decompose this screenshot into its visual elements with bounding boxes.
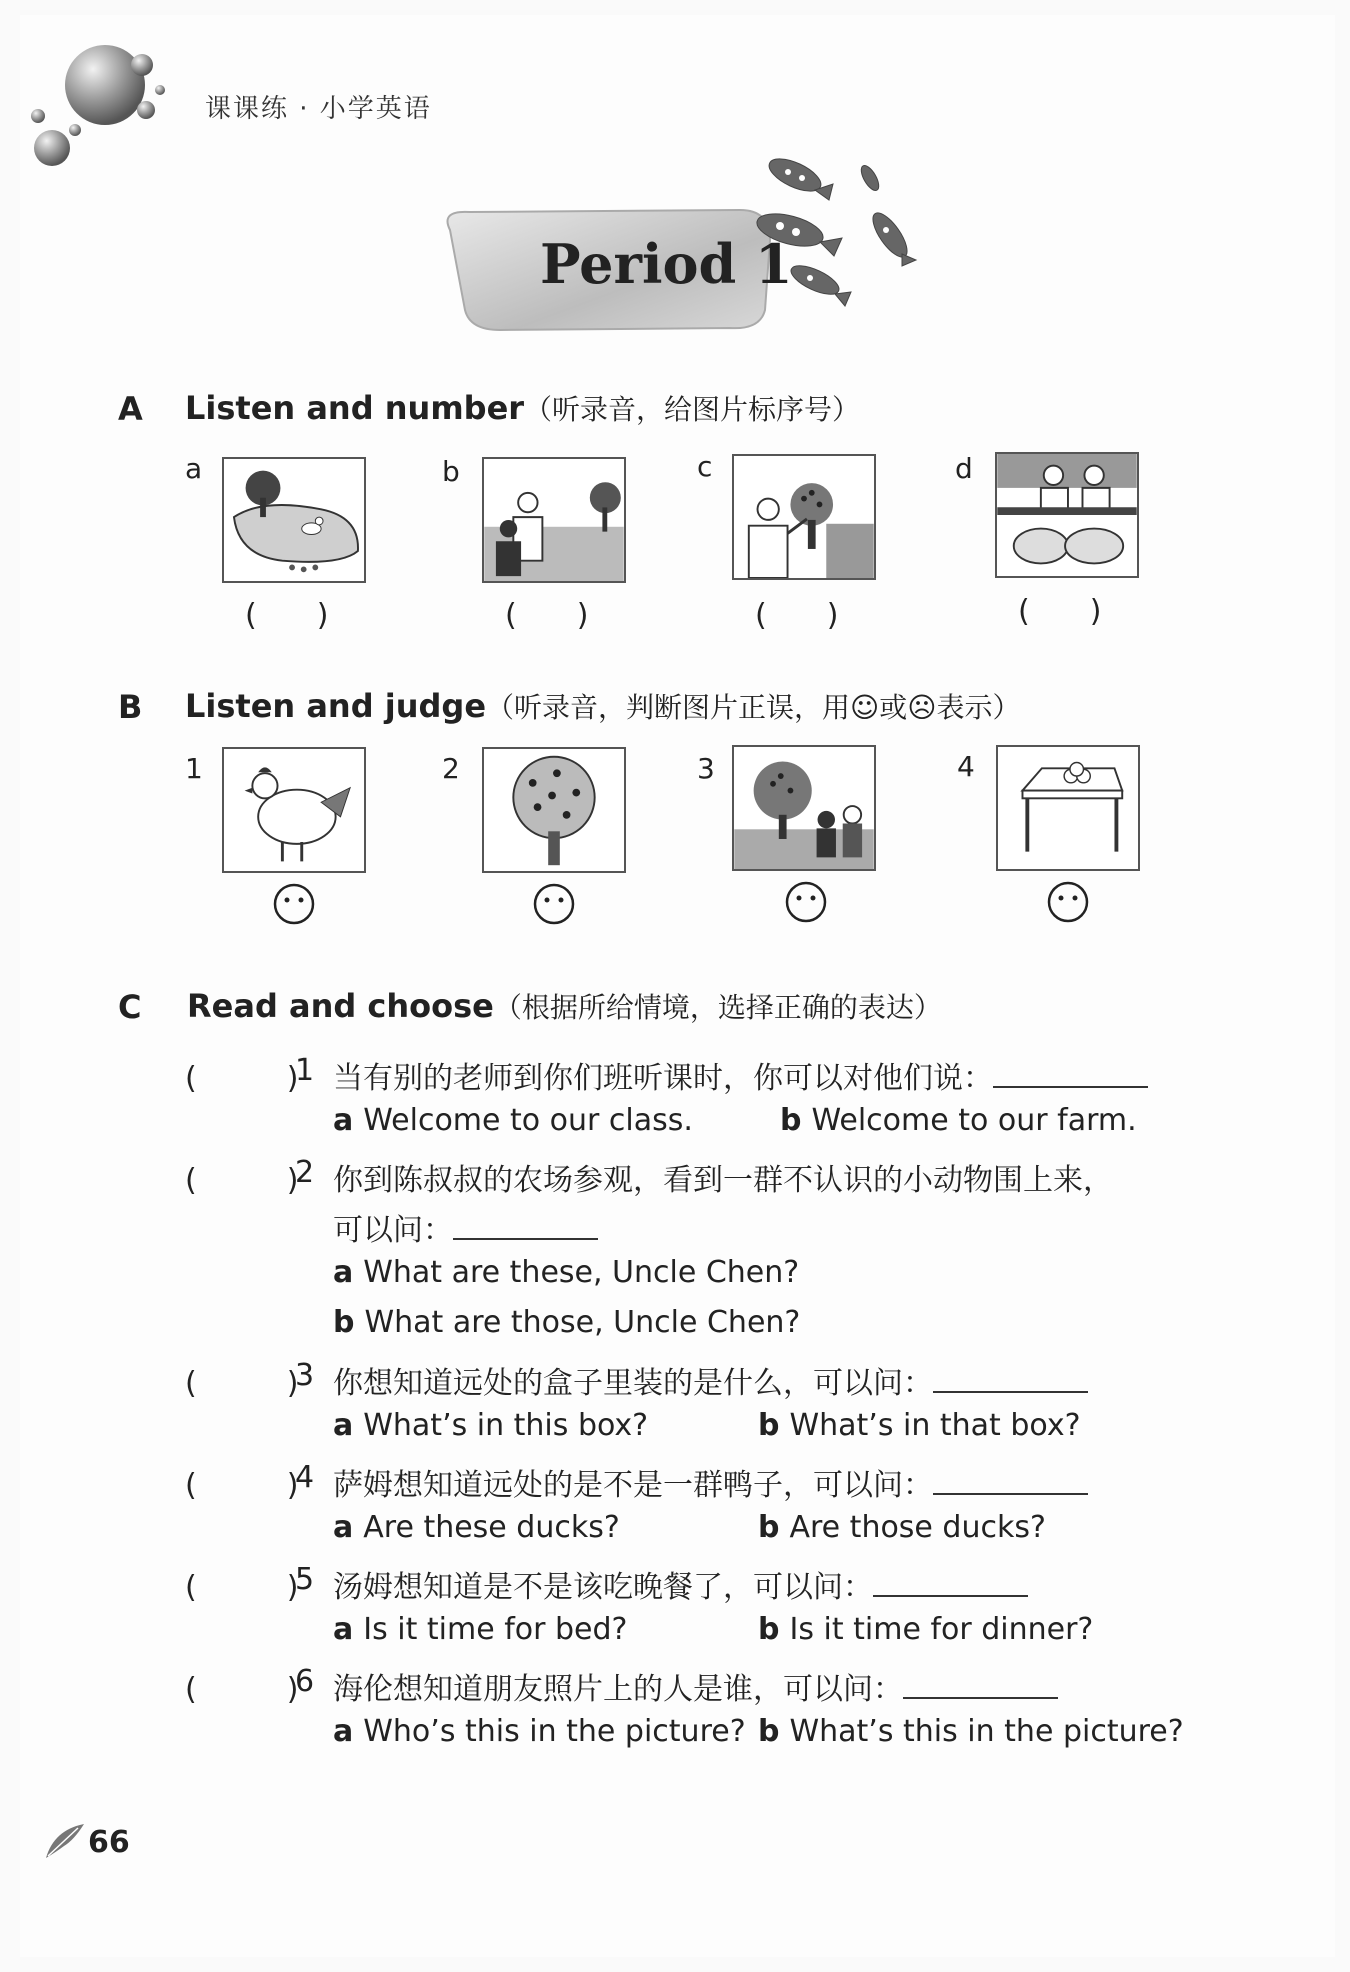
fruit-tree-picture: [482, 747, 626, 873]
question-4-prompt: 萨姆想知道远处的是不是一群鸭子，可以问：: [333, 1468, 933, 1503]
item-b-answer[interactable]: ( ): [505, 598, 589, 633]
question-1-prompt: 当有别的老师到你们班听课时，你可以对他们说：: [333, 1061, 993, 1096]
question-number-4: 4: [295, 1460, 315, 1495]
question-3-prompt: 你想知道远处的盒子里装的是什么，可以问：: [333, 1366, 933, 1401]
question-1-option-a[interactable]: a Welcome to our class.: [333, 1103, 693, 1138]
period-title: Period 1: [540, 232, 793, 296]
item-d-answer[interactable]: ( ): [1018, 594, 1102, 629]
item-c-answer[interactable]: ( ): [755, 598, 839, 633]
question-2-prompt: 你到陈叔叔的农场参观，看到一群不认识的小动物围上来，: [333, 1163, 1113, 1198]
section-b-letter: B: [118, 688, 143, 726]
answer-paren-5[interactable]: ( ): [185, 1570, 299, 1605]
question-2-option-a[interactable]: a What are these, Uncle Chen?: [333, 1255, 800, 1290]
section-b-note-suffix: 表示）: [936, 691, 1021, 724]
question-6: [333, 1664, 1058, 1708]
question-2-blank: [453, 1236, 598, 1240]
section-b-title: Listen and judge: [185, 687, 487, 725]
question-2-line2: [333, 1205, 598, 1249]
question-1-blank: [993, 1084, 1148, 1088]
children-tree-picture: [732, 745, 876, 871]
question-6-prompt: 海伦想知道朋友照片上的人是谁，可以问：: [333, 1672, 903, 1707]
item-1-label: 1: [185, 752, 203, 785]
question-5: [333, 1562, 1028, 1606]
question-number-3: 3: [295, 1358, 315, 1393]
question-1: [333, 1053, 1148, 1097]
answer-face-4-icon[interactable]: [1046, 880, 1090, 924]
bubbles-decoration-icon: [20, 30, 170, 170]
item-a-label: a: [185, 452, 203, 485]
answer-face-3-icon[interactable]: [784, 880, 828, 924]
question-number-1: 1: [295, 1053, 315, 1088]
question-2-prompt2: 可以问：: [333, 1213, 453, 1248]
section-c-note: （根据所给情境，选择正确的表达）: [493, 991, 942, 1024]
answer-face-2-icon[interactable]: [532, 882, 576, 926]
question-4-option-b[interactable]: b Are those ducks?: [758, 1510, 1046, 1545]
item-3-label: 3: [697, 752, 715, 785]
section-a-title: Listen and number: [185, 389, 525, 427]
section-b-heading: [185, 686, 1020, 726]
question-5-blank: [873, 1593, 1028, 1597]
answer-paren-4[interactable]: ( ): [185, 1468, 299, 1503]
page-number: 66: [88, 1825, 130, 1860]
question-number-5: 5: [295, 1562, 315, 1597]
item-2-label: 2: [442, 752, 460, 785]
question-3-option-b[interactable]: b What’s in that box?: [758, 1408, 1081, 1443]
question-4: [333, 1460, 1088, 1504]
question-4-option-a[interactable]: a Are these ducks?: [333, 1510, 620, 1545]
item-d-label: d: [955, 452, 973, 485]
boys-farm-picture: [482, 457, 626, 583]
question-6-option-b[interactable]: b What’s this in the picture?: [758, 1714, 1184, 1749]
answer-paren-3[interactable]: ( ): [185, 1366, 299, 1401]
answer-paren-2[interactable]: ( ): [185, 1163, 299, 1198]
man-apple-tree-picture: [732, 454, 876, 580]
section-c-letter: C: [118, 988, 142, 1026]
table-fruit-picture: [996, 745, 1140, 871]
question-3-blank: [933, 1389, 1088, 1393]
item-c-label: c: [697, 450, 713, 483]
section-a-letter: A: [118, 390, 143, 428]
pond-duck-picture: [222, 457, 366, 583]
pigs-fence-picture: [995, 452, 1139, 578]
section-c-title: Read and choose: [187, 987, 494, 1025]
section-a-note: （听录音，给图片标序号）: [524, 393, 861, 426]
section-b-note-prefix: （听录音，判断图片正误，用: [486, 691, 851, 724]
section-c-heading: [187, 986, 942, 1026]
question-3-option-a[interactable]: a What’s in this box?: [333, 1408, 649, 1443]
question-6-blank: [903, 1695, 1058, 1699]
leaf-icon: [44, 1820, 88, 1860]
question-1-option-b[interactable]: b Welcome to our farm.: [780, 1103, 1137, 1138]
question-6-option-a[interactable]: a Who’s this in the picture?: [333, 1714, 746, 1749]
section-b-note-or: 或: [879, 691, 908, 724]
question-2-option-b[interactable]: b What are those, Uncle Chen?: [333, 1305, 801, 1340]
frown-icon: ☹: [907, 691, 937, 724]
item-b-label: b: [442, 455, 460, 488]
series-title: 课课练 · 小学英语: [205, 94, 432, 124]
question-3: [333, 1358, 1088, 1402]
section-a-heading: [185, 388, 860, 428]
answer-face-1-icon[interactable]: [272, 882, 316, 926]
item-4-label: 4: [957, 750, 975, 783]
question-number-6: 6: [295, 1664, 315, 1699]
smile-icon: ☺: [850, 691, 880, 724]
question-4-blank: [933, 1491, 1088, 1495]
answer-paren-1[interactable]: ( ): [185, 1061, 299, 1096]
question-5-option-a[interactable]: a Is it time for bed?: [333, 1612, 628, 1647]
answer-paren-6[interactable]: ( ): [185, 1672, 299, 1707]
question-5-option-b[interactable]: b Is it time for dinner?: [758, 1612, 1094, 1647]
hen-picture: [222, 747, 366, 873]
question-5-prompt: 汤姆想知道是不是该吃晚餐了，可以问：: [333, 1570, 873, 1605]
question-number-2: 2: [295, 1155, 315, 1190]
item-a-answer[interactable]: ( ): [245, 598, 329, 633]
